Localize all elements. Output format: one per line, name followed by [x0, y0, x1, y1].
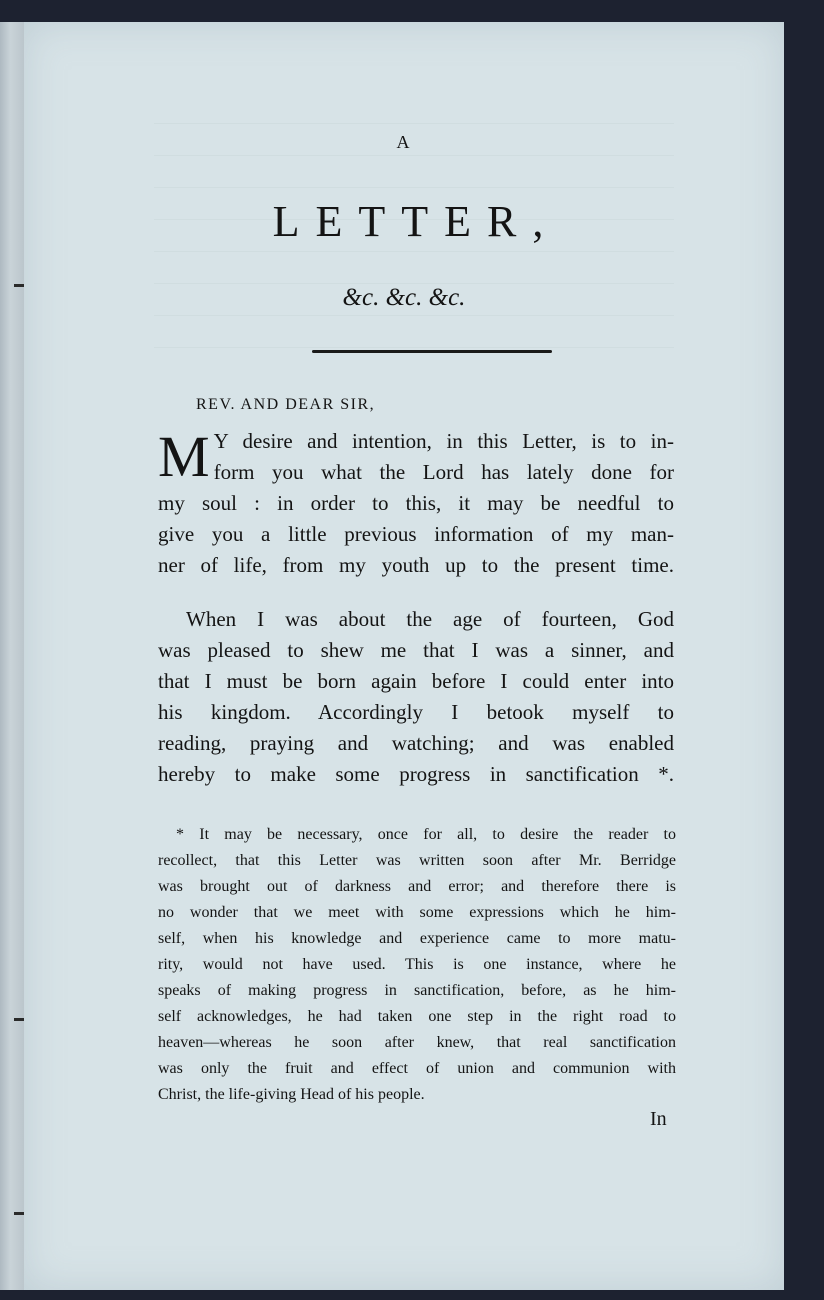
binding-mark — [14, 284, 24, 287]
catchword: In — [650, 1108, 667, 1130]
title-rule — [312, 350, 552, 353]
footnote-line: heaven—whereas he soon after knew, that real sanctification — [158, 1034, 676, 1051]
book-spine-edge — [0, 22, 27, 1290]
footnote-line: was brought out of darkness and error; and therefore there is — [158, 878, 676, 895]
footnote — [158, 822, 676, 1108]
drop-cap: M — [158, 424, 210, 489]
binding-mark — [14, 1212, 24, 1215]
text-line: give you a little previous information of my man- — [158, 522, 674, 546]
footnote-line: recollect, that this Letter was written soon after Mr. Berridge — [158, 852, 676, 869]
page-title: LETTER, — [272, 197, 560, 246]
binding-mark — [14, 1018, 24, 1021]
text-line: my soul : in order to this, it may be needful to — [158, 491, 674, 515]
text-line: hereby to make some progress in sanctification *. — [158, 762, 674, 786]
book-page — [24, 22, 784, 1290]
text-line: that I must be born again before I could enter into — [158, 669, 674, 693]
footnote-line: no wonder that we meet with some expressions which he him- — [158, 904, 676, 921]
heading-a: A — [396, 132, 412, 152]
footnote-line: rity, would not have used. This is one instance, where he — [158, 956, 676, 973]
title-etc: &c. &c. &c. — [342, 284, 466, 311]
text-line: was pleased to shew me that I was a sinner, and — [158, 638, 674, 662]
text-line: reading, praying and watching; and was enabled — [158, 731, 674, 755]
footnote-line: speaks of making progress in sanctification, before, as he him- — [158, 982, 676, 999]
footnote-line: Christ, the life-giving Head of his people. — [158, 1086, 425, 1103]
text-line: Y desire and intention, in this Letter, is to in- — [213, 429, 674, 453]
text-line: ner of life, from my youth up to the present time. — [158, 553, 674, 577]
footnote-line: self, when his knowledge and experience came to more matu- — [158, 930, 676, 947]
text-line: form you what the Lord has lately done for — [213, 460, 674, 484]
footnote-line: * It may be necessary, once for all, to desire the reader to — [176, 826, 676, 843]
footnote-line: was only the fruit and effect of union and communion with — [158, 1060, 676, 1077]
paragraph-2 — [158, 604, 674, 790]
footnote-line: self acknowledges, he had taken one step in the right road to — [158, 1008, 676, 1025]
text-line: When I was about the age of fourteen, God — [186, 607, 674, 631]
text-line: his kingdom. Accordingly I betook myself to — [158, 700, 674, 724]
paragraph-1 — [158, 426, 674, 581]
salutation: REV. AND DEAR SIR, — [196, 396, 376, 413]
